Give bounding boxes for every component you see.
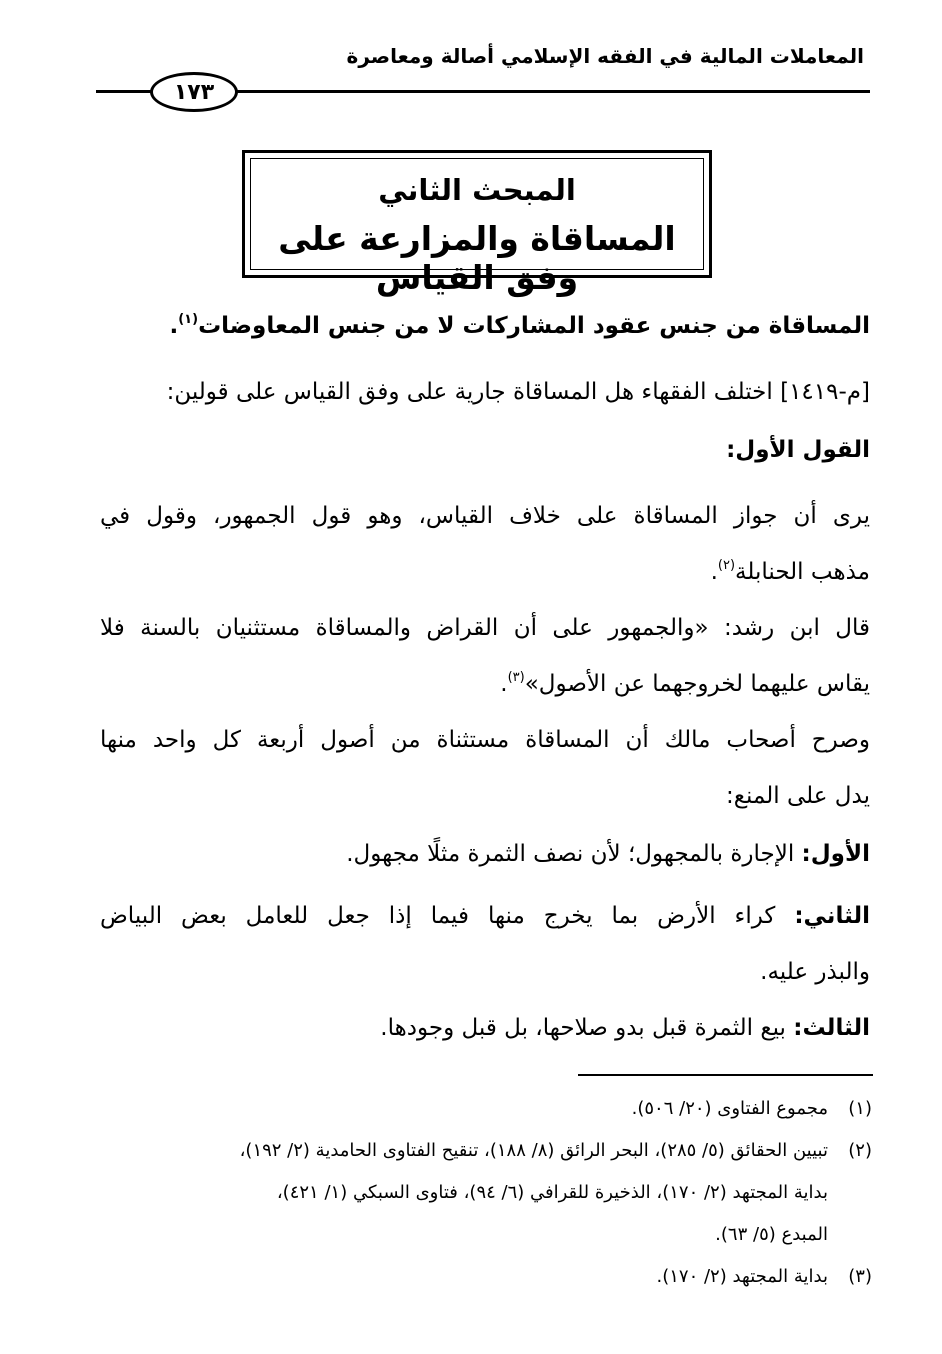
paragraph-6 xyxy=(100,712,870,824)
footnote-ref-2: (٢) xyxy=(717,558,736,573)
footnote-1-line-1: مجموع الفتاوى (٢٠/ ٥٠٦). xyxy=(631,1098,828,1119)
list-item-2-label: الثاني: xyxy=(794,903,870,929)
footnote-3 xyxy=(100,1256,872,1298)
paragraph-2 xyxy=(100,364,870,420)
paragraph-2-text: [م-١٤١٩] اختلف الفقهاء هل المساقاة جارية على وفق القياس على قولين: xyxy=(166,379,870,405)
list-item-1 xyxy=(100,826,870,882)
list-item-1-label: الأول: xyxy=(801,841,870,867)
list-item-2-text: كراء الأرض بما يخرج منها فيما إذا جعل للعامل بعض البياض xyxy=(100,903,776,929)
paragraph-4-line-1: يرى أن جواز المساقاة على خلاف القياس، وهو قول الجمهور، وقول في xyxy=(100,503,870,529)
paragraph-4-end: . xyxy=(710,559,718,585)
paragraph-5-end: . xyxy=(500,671,508,697)
section-title: المبحث الثاني xyxy=(378,173,576,207)
opinion-heading: القول الأول: xyxy=(726,437,870,463)
footnote-ref-1: (١) xyxy=(178,312,199,327)
footnotes xyxy=(100,1088,872,1298)
footnote-2-number: (٢) xyxy=(848,1140,872,1161)
paragraph-5-line-2: يقاس عليهما لخروجهما عن الأصول» xyxy=(524,671,870,697)
page-number: ١٧٣ xyxy=(150,72,238,112)
footnote-1-number: (١) xyxy=(848,1098,872,1119)
footnote-separator xyxy=(578,1074,873,1076)
list-item-2-line-2: والبذر عليه. xyxy=(760,959,870,985)
section-title-box xyxy=(242,150,712,297)
section-subtitle: المساقاة والمزارعة على وفق القياس xyxy=(278,219,676,297)
footnote-1 xyxy=(100,1088,872,1130)
paragraph-5-line-1: قال ابن رشد: «والجمهور على أن القراض والمساقاة مستثنيان بالسنة فلا xyxy=(100,615,870,641)
footnote-3-line-1: بداية المجتهد (٢/ ١٧٠). xyxy=(656,1266,828,1287)
list-item-3 xyxy=(100,1000,870,1056)
running-title: المعاملات المالية في الفقه الإسلامي أصالة ومعاصرة xyxy=(346,44,864,68)
footnote-2-line-2: بداية المجتهد (٢/ ١٧٠)، الذخيرة للقرافي (٦/ ٩٤)، فتاوى السبكي (١/ ٤٢١)، xyxy=(276,1182,828,1203)
footnote-2-line-1: تبيين الحقائق (٥/ ٢٨٥)، البحر الرائق (٨/ ١٨٨)، تنقيح الفتاوى الحامدية (٢/ ١٩٢)، xyxy=(239,1140,828,1161)
list-item-3-label: الثالث: xyxy=(793,1015,870,1041)
footnote-3-number: (٣) xyxy=(848,1266,872,1287)
paragraph-4-line-2: مذهب الحنابلة xyxy=(735,559,870,585)
paragraph-6-line-2: يدل على المنع: xyxy=(726,783,870,809)
paragraph-4 xyxy=(100,488,870,600)
list-item-1-text: الإجارة بالمجهول؛ لأن نصف الثمرة مثلًا مجهول. xyxy=(346,841,795,867)
paragraph-1 xyxy=(100,298,870,354)
footnote-2 xyxy=(100,1130,872,1256)
footnote-ref-3: (٣) xyxy=(507,670,525,685)
paragraph-1-end: . xyxy=(169,313,179,339)
footnote-2-line-3: المبدع (٥/ ٦٣). xyxy=(715,1224,828,1245)
list-item-3-text: بيع الثمرة قبل بدو صلاحها، بل قبل وجودها. xyxy=(380,1015,786,1041)
list-item-2 xyxy=(100,888,870,1000)
paragraph-6-line-1: وصرح أصحاب مالك أن المساقاة مستثناة من أصول أربعة كل واحد منها xyxy=(100,727,870,753)
paragraph-5 xyxy=(100,600,870,712)
paragraph-1-text: المساقاة من جنس عقود المشاركات لا من جنس المعاوضات xyxy=(198,313,870,339)
